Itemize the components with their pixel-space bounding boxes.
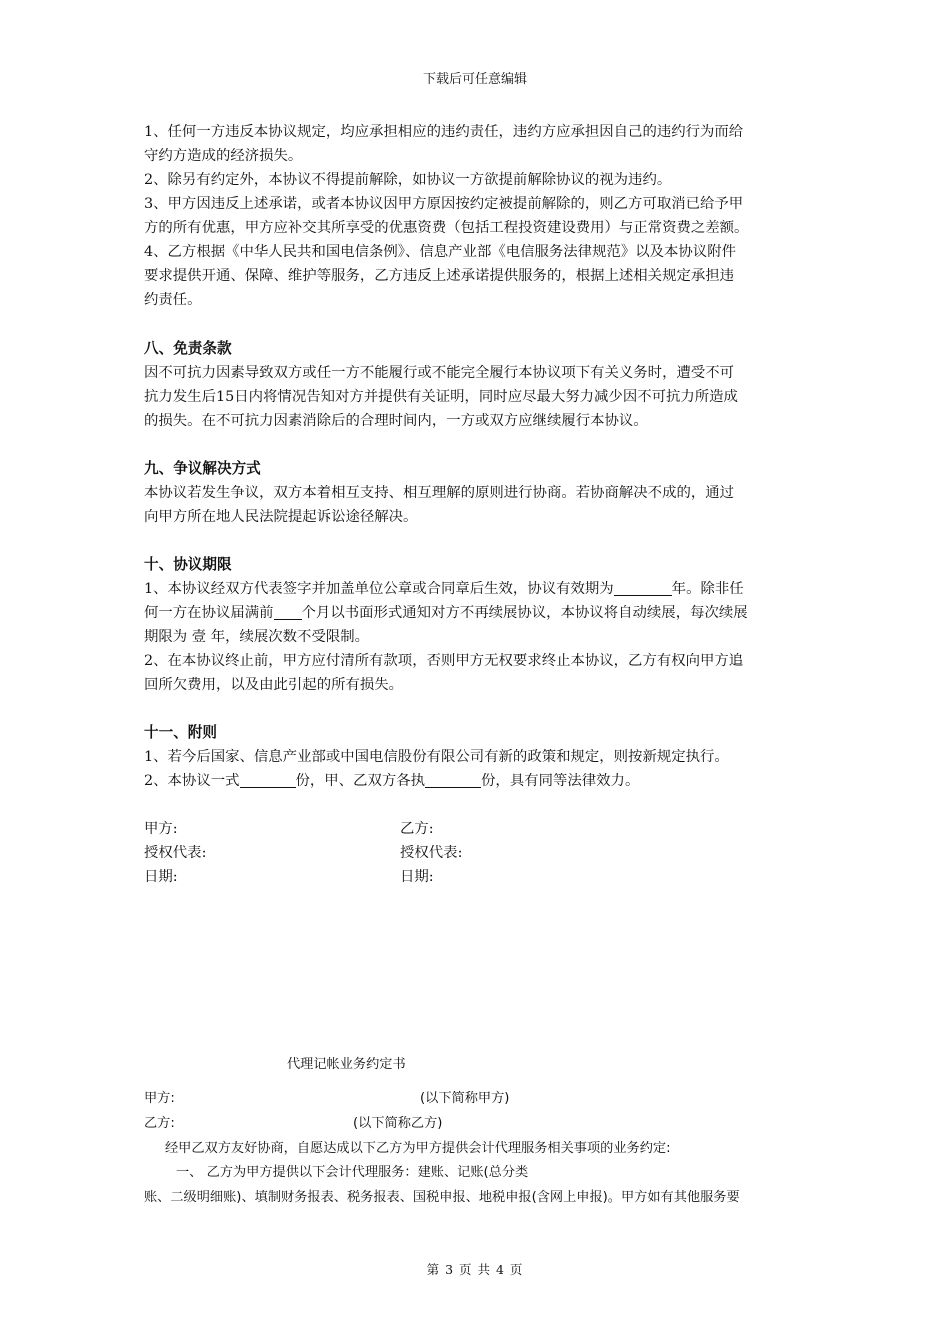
validity-years-blank <box>614 579 672 596</box>
document2-item1-line1: 一、 乙方为甲方提供以下会计代理服务：建账、记账(总分类 <box>176 1165 529 1180</box>
section9-line: 向甲方所在地人民法院提起诉讼途径解决。 <box>144 509 418 525</box>
section10-line: 期限为 壹 年，续展次数不受限制。 <box>144 629 370 645</box>
section7-line: 3、甲方因违反上述承诺，或者本协议因甲方原因按约定被提前解除的，则乙方可取消已给予甲 <box>144 196 744 212</box>
section10-line1-text-end: 年。除非任 <box>671 581 744 597</box>
section10-line1-text: 1、本协议经双方代表签字并加盖单位公章或合同章后生效，协议有效期为 <box>144 581 614 597</box>
section7-line: 4、乙方根据《中华人民共和国电信条例》、信息产业部《电信服务法律规范》以及本协议附件 <box>144 244 736 260</box>
party-a-representative: 授权代表: <box>144 845 207 861</box>
section11-heading: 十一、附则 <box>144 724 217 741</box>
document2-party-b-note: (以下简称乙方) <box>353 1116 443 1131</box>
section8-line: 因不可抗力因素导致双方或任一方不能履行或不能完全履行本协议项下有关义务时，遭受不可 <box>144 365 735 381</box>
document2-title: 代理记帐业务约定书 <box>287 1057 406 1072</box>
section7-line: 方的所有优惠，甲方应补交其所享受的优惠资费（包括工程投资建设费用）与正常资费之差额。 <box>144 220 749 236</box>
section10-line: 2、在本协议终止前，甲方应付清所有款项，否则甲方无权要求终止本协议，乙方有权向甲方追 <box>144 653 744 669</box>
section11-line <box>144 769 639 793</box>
copies-effect-text: 份，具有同等法律效力。 <box>481 773 640 789</box>
section7-line: 守约方造成的经济损失。 <box>144 148 303 164</box>
section10-line <box>144 577 744 601</box>
section10-line2-text: 何一方在协议届满前 <box>144 605 274 621</box>
document2-party-a-label: 甲方: <box>144 1091 175 1106</box>
page-header: 下载后可任意编辑 <box>422 72 527 87</box>
party-b-date: 日期: <box>400 869 434 885</box>
section7-line: 约责任。 <box>144 292 202 308</box>
notice-months-blank <box>274 603 302 620</box>
section10-line <box>144 601 748 625</box>
section8-line: 的损失。在不可抗力因素消除后的合理时间内，一方或双方应继续履行本协议。 <box>144 413 648 429</box>
copies-each-blank <box>425 771 481 788</box>
party-a-date: 日期: <box>144 869 178 885</box>
copies-text: 2、本协议一式 <box>144 773 240 789</box>
party-b-representative: 授权代表: <box>400 845 463 861</box>
section8-line: 抗力发生后15日内将情况告知对方并提供有关证明，同时应尽最大努力减少因不可抗力所造成 <box>144 389 738 405</box>
page-footer: 第 3 页 共 4 页 <box>426 1262 524 1277</box>
section9-line: 本协议若发生争议，双方本着相互支持、相互理解的原则进行协商。若协商解决不成的，通过 <box>144 485 735 501</box>
party-b-label: 乙方: <box>400 821 434 837</box>
section8-heading: 八、免责条款 <box>144 340 232 357</box>
section7-line: 1、任何一方违反本协议规定，均应承担相应的违约责任，违约方应承担因自己的违约行为而给 <box>144 124 744 140</box>
document2-party-a-note: (以下简称甲方) <box>420 1091 510 1106</box>
section10-heading: 十、协议期限 <box>144 556 232 573</box>
document2-item1-line2: 账、二级明细账)、填制财务报表、税务报表、国税申报、地税申报(含网上申报)。甲方如有其他服务要 <box>144 1190 740 1205</box>
section7-line: 要求提供开通、保障、维护等服务，乙方违反上述承诺提供服务的，根据上述相关规定承担违 <box>144 268 735 284</box>
section10-line2-text-end: 个月以书面形式通知对方不再续展协议，本协议将自动续展，每次续展 <box>301 605 748 621</box>
section9-heading: 九、争议解决方式 <box>144 460 261 477</box>
section7-line: 2、除另有约定外，本协议不得提前解除，如协议一方欲提前解除协议的视为违约。 <box>144 172 672 188</box>
copies-total-blank <box>240 771 296 788</box>
section11-line: 1、若今后国家、信息产业部或中国电信股份有限公司有新的政策和规定，则按新规定执行。 <box>144 749 729 765</box>
party-a-label: 甲方: <box>144 821 178 837</box>
copies-each-text: 份，甲、乙双方各执 <box>295 773 426 789</box>
document2-party-b-label: 乙方: <box>144 1116 175 1131</box>
document2-intro: 经甲乙双方友好协商，自愿达成以下乙方为甲方提供会计代理服务相关事项的业务约定: <box>165 1141 671 1156</box>
section10-line: 回所欠费用，以及由此引起的所有损失。 <box>144 677 404 693</box>
